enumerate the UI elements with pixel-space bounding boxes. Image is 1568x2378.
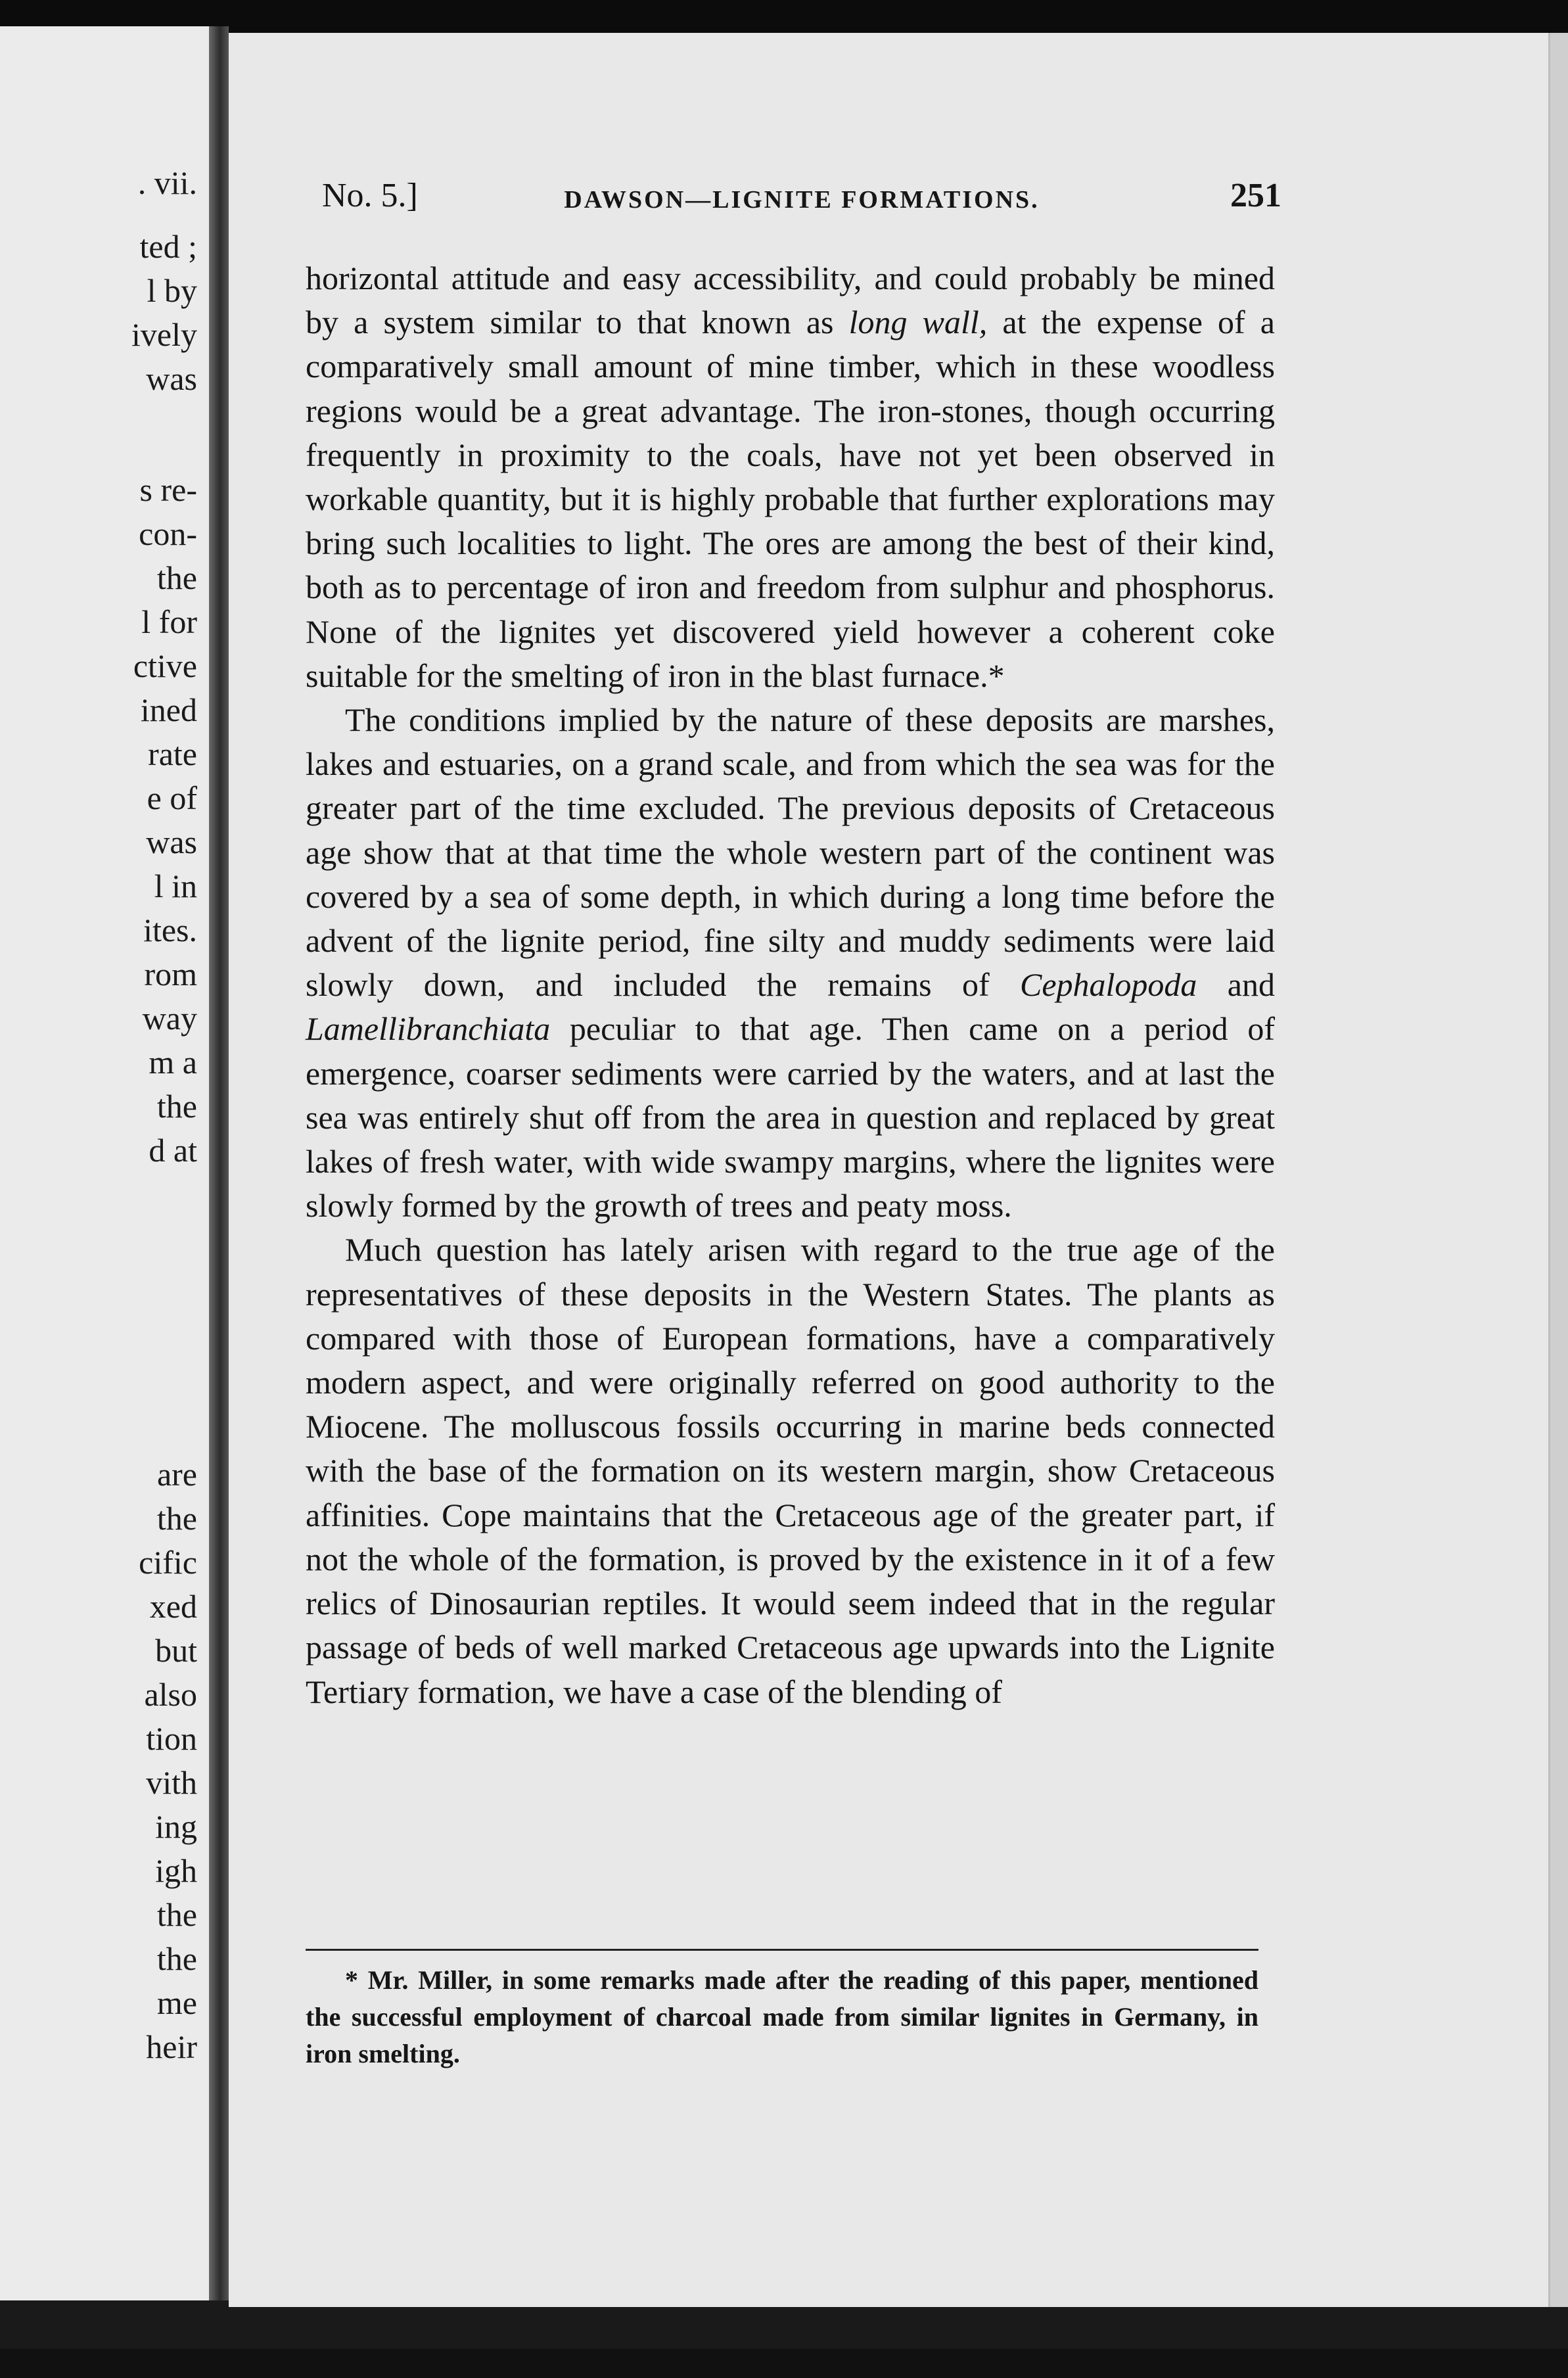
paragraph-2-italic-2: Lamellibranchiata xyxy=(306,1010,551,1048)
next-page-edge xyxy=(1548,33,1568,2307)
left-page-edge xyxy=(0,26,217,2300)
paragraph-1-text-b: at the expense of a comparatively small amount of mine timber, which in these woodless regions would be a great advantage. The iron-stones, though occurring frequently in proximity to the coals, have not yet been observed in workable quantity, but it is highly probable that further explorations may bring such localities to light. The ores are among the best of their kind, both as to percentage of iron and freedom from sulphur and phosphorus. None of the lignites yet discovered yield however a coherent coke suitable for the smelting of iron in the blast furnace.* xyxy=(306,304,1276,694)
left-page-fragment: e of xyxy=(147,780,197,816)
footnote-rule xyxy=(306,1949,1258,1951)
running-head xyxy=(322,176,1281,229)
book-binding-gutter xyxy=(209,26,229,2300)
left-page-fragment: ctive xyxy=(133,647,197,684)
footnote xyxy=(306,1962,1258,2072)
paragraph-1-text-a: horizontal attitude and easy accessibility, and could probably be mined by a system similar to that known as xyxy=(306,260,1275,341)
paragraph-3: Much question has lately arisen with regard to the true age of the representatives of these deposits in the Western States. The plants as compared with those of European formations, have a comparatively modern aspect, and were originally referred on good authority to the Miocene. The molluscous fossils occurring in marine beds connected with the base of the formation on its western margin, show Cretaceous affinities. Cope maintains that the Cretaceous age of the greater part, if not the whole of the formation, is proved by the existence in it of a few relics of Dinosaurian reptiles. It would seem indeed that in the regular passage of beds of well marked Cretaceous age upwards into the Lignite Tertiary formation, we have a case of the blending of xyxy=(306,1231,1275,1710)
left-page-fragment: ively xyxy=(131,316,197,353)
paragraph-2-italic-1: Cephalopoda xyxy=(1019,966,1197,1004)
left-page-fragment: heir xyxy=(146,2028,197,2065)
left-page-fragment: the xyxy=(156,1896,197,1933)
left-page-fragment: also xyxy=(144,1676,197,1713)
paragraph-2-text-b: and xyxy=(1197,966,1275,1004)
left-page-fragment: are xyxy=(156,1456,197,1493)
left-page-fragment: l by xyxy=(147,272,197,309)
left-page-fragment: l for xyxy=(141,603,197,640)
left-page-fragment: me xyxy=(156,1984,197,2021)
left-page-fragment: s re- xyxy=(139,471,197,508)
issue-number: No. 5.] xyxy=(322,177,418,214)
left-page-fragment: the xyxy=(156,1500,197,1537)
left-page-fragment: m a xyxy=(149,1044,197,1081)
left-page-fragment: rate xyxy=(148,735,197,772)
left-page-fragment: con- xyxy=(139,515,197,552)
left-page-fragment: the xyxy=(156,1088,197,1125)
left-page-fragment: tion xyxy=(146,1720,197,1757)
left-page-fragment: was xyxy=(146,360,197,397)
left-page-fragment: rom xyxy=(144,956,197,992)
footnote-text: * Mr. Miller, in some remarks made after the reading of this paper, mentioned the successful employment of charcoal made from similar lignites in Germany, in iron smelting. xyxy=(306,1965,1258,2068)
scan-bottom-border xyxy=(0,2349,1568,2378)
paragraph-2-text-a: The conditions implied by the nature of these deposits are marshes, lakes and estuaries, on a grand scale, and from which the sea was for the greater part of the time excluded. The previous deposits of Cretaceous age show that at that time the whole western part of the continent was covered by a sea of some depth, in which during a long time before the advent of the lignite period, fine silty and muddy sediments were laid slowly down, and included the remains of xyxy=(306,701,1275,1004)
left-page-fragment: ined xyxy=(140,691,197,728)
left-page-fragment: . vii. xyxy=(137,164,197,201)
left-page-fragment: was xyxy=(146,824,197,860)
left-page-fragment: ites. xyxy=(143,912,197,948)
body-text xyxy=(306,256,1275,1714)
left-page-fragment: d at xyxy=(149,1132,197,1169)
article-title: DAWSON—LIGNITE FORMATIONS. xyxy=(564,186,1040,214)
left-page-fragment: ted ; xyxy=(139,228,197,265)
paragraph-2-text-c: peculiar to that age. Then came on a period of emergence, coarser sediments were carried by the waters, and at last the sea was entirely shut off from the area in question and replaced by great lakes of fresh water, with wide swampy margins, where the lignites were slowly formed by the growth of trees and peaty moss. xyxy=(306,1010,1275,1224)
left-page-fragment: cific xyxy=(139,1544,197,1581)
left-page-fragment: way xyxy=(142,1000,197,1037)
paragraph-2 xyxy=(306,698,1275,1228)
left-page-fragment: the xyxy=(156,559,197,596)
left-page-fragment: igh xyxy=(155,1852,197,1889)
left-page-fragment: the xyxy=(156,1940,197,1977)
left-page-fragment: xed xyxy=(149,1588,197,1625)
paragraph-1 xyxy=(306,256,1275,698)
page-number: 251 xyxy=(1230,177,1281,214)
left-page-fragment: vith xyxy=(146,1764,197,1801)
left-page-fragment: but xyxy=(155,1632,197,1669)
left-page-fragment: ing xyxy=(155,1808,197,1845)
paragraph-1-italic: long wall, xyxy=(848,304,988,341)
left-page-fragment: l in xyxy=(154,868,197,904)
